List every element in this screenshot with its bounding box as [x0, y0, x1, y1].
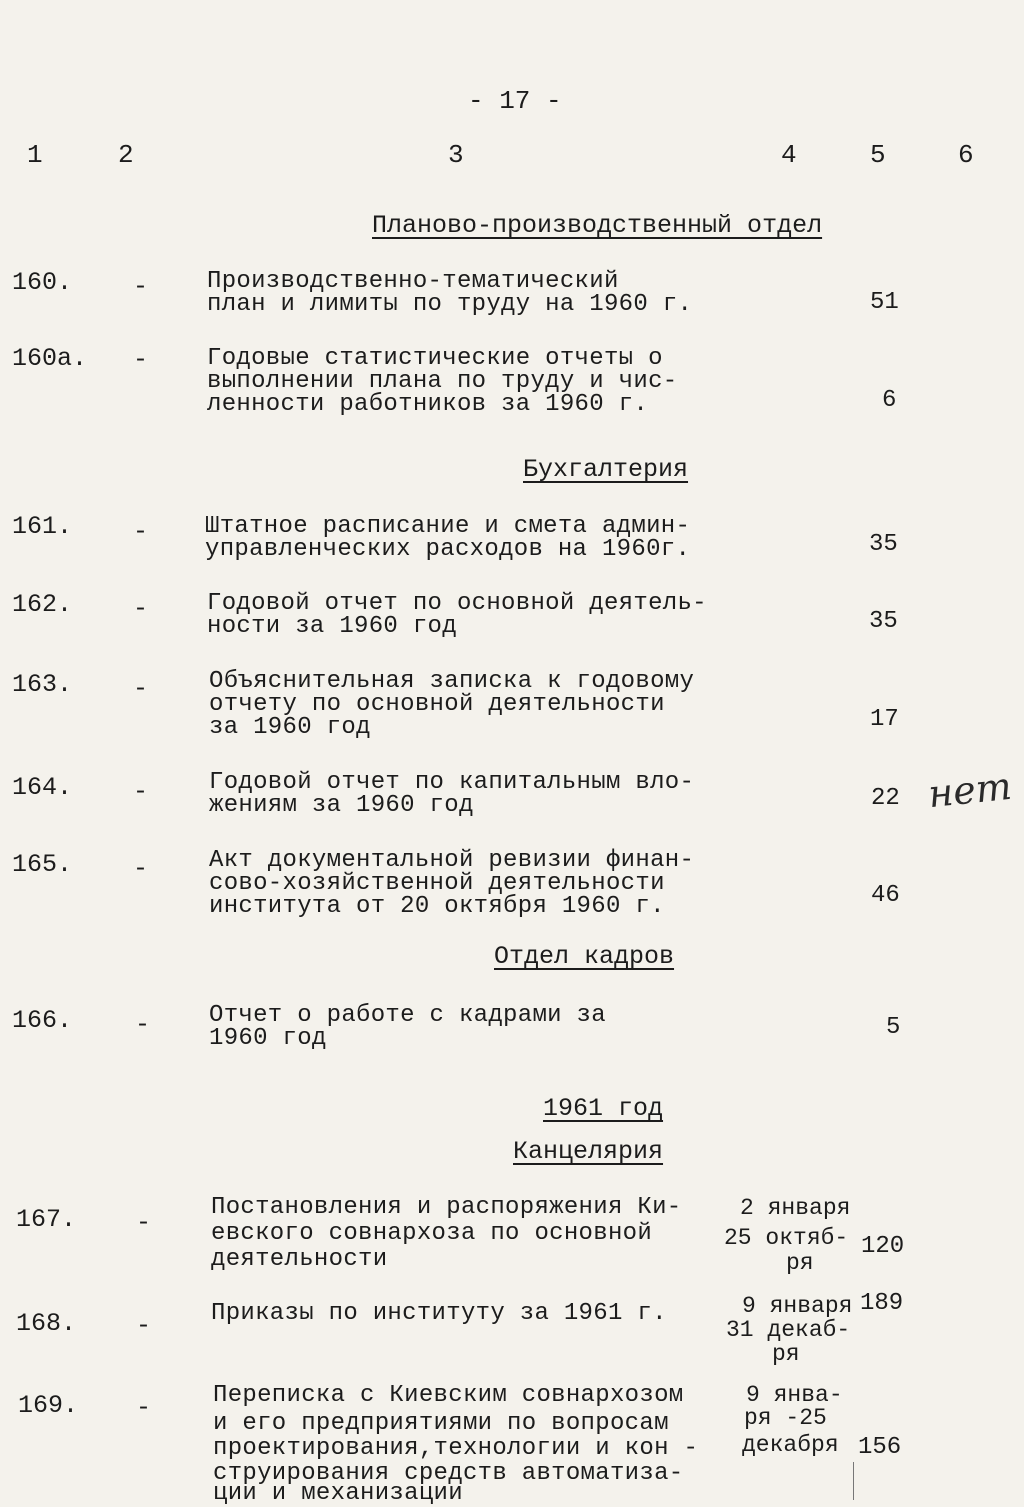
pencil-mark — [853, 1462, 854, 1500]
section-heading: Планово-производственный отдел — [372, 211, 823, 240]
entry-number: 161. — [12, 512, 73, 541]
entry-title-line: Годовой отчет по капитальным вло- — [209, 769, 695, 796]
entry-number: 166. — [12, 1006, 73, 1035]
entry-title-line: Объяснительная записка к годовому — [209, 668, 695, 695]
entry-title-line: жениям за 1960 год — [209, 792, 474, 819]
entry-dash: - — [136, 1311, 152, 1340]
entry-number: 160. — [12, 268, 73, 297]
sheet-count: 6 — [882, 387, 897, 414]
section-heading: Канцелярия — [513, 1137, 664, 1166]
entry-title-line: Переписка с Киевским совнархозом — [213, 1382, 684, 1409]
date-range-line: 2 января — [740, 1195, 851, 1221]
sheet-count: 35 — [869, 608, 898, 635]
entry-title-line: сово-хозяйственной деятельности — [209, 870, 665, 897]
entry-dash: - — [133, 345, 149, 374]
entry-number: 165. — [12, 850, 73, 879]
entry-title-line: проектирования,технологии и кон - — [213, 1435, 699, 1462]
entry-title-line: ленности работников за 1960 г. — [207, 391, 649, 418]
sheet-count: 17 — [870, 706, 899, 733]
entry-title-line: выполнении плана по труду и чис- — [207, 368, 678, 395]
entry-number: 164. — [12, 773, 73, 802]
entry-title-line: 1960 год — [209, 1025, 327, 1052]
entry-title-line: и его предприятиями по вопросам — [213, 1410, 669, 1437]
date-range-line: 9 января — [742, 1293, 853, 1319]
date-range-line: 25 октяб- — [724, 1225, 849, 1251]
entry-number: 169. — [18, 1391, 79, 1420]
entry-title-line: Производственно-тематический — [207, 268, 619, 295]
section-heading: Отдел кадров — [494, 942, 675, 971]
entry-title-line: ности за 1960 год — [207, 613, 457, 640]
sheet-count: 51 — [870, 289, 899, 316]
page-number: - 17 - — [468, 86, 562, 116]
entry-dash: - — [133, 777, 149, 806]
entry-dash: - — [133, 272, 149, 301]
entry-title-line: за 1960 год — [209, 714, 371, 741]
entry-title-line: евского совнархоза по основной — [211, 1220, 653, 1247]
entry-dash: - — [133, 594, 149, 623]
entry-dash: - — [136, 1393, 152, 1422]
column-header: 2 — [118, 140, 134, 170]
entry-dash: - — [133, 517, 149, 546]
sheet-count: 120 — [861, 1233, 905, 1260]
entry-title-line: ции и механизации — [213, 1480, 463, 1507]
entry-dash: - — [133, 674, 149, 703]
entry-number: 160а. — [12, 344, 88, 373]
date-range-line: ря -25 — [744, 1405, 827, 1431]
sheet-count: 22 — [871, 785, 900, 812]
entry-dash: - — [135, 1010, 151, 1039]
column-header: 4 — [781, 140, 797, 170]
entry-number: 168. — [16, 1309, 77, 1338]
sheet-count: 35 — [869, 531, 898, 558]
date-range-line: ря — [786, 1250, 814, 1276]
entry-title-line: Годовые статистические отчеты о — [207, 345, 663, 372]
entry-title-line: Годовой отчет по основной деятель- — [207, 590, 707, 617]
sheet-count: 5 — [886, 1014, 901, 1041]
entry-title-line: Акт документальной ревизии финан- — [209, 847, 695, 874]
date-range-line: 9 янва- — [746, 1382, 843, 1408]
entry-title-line: Отчет о работе с кадрами за — [209, 1002, 606, 1029]
entry-title-line: Штатное расписание и смета админ- — [205, 513, 691, 540]
entry-number: 167. — [16, 1205, 77, 1234]
entry-title-line: деятельности — [211, 1246, 388, 1273]
handwritten-note: нет — [925, 763, 1014, 817]
entry-title-line: управленческих расходов на 1960г. — [205, 536, 691, 563]
entry-title-line: Приказы по институту за 1961 г. — [211, 1300, 667, 1327]
date-range-line: 31 декаб- — [726, 1317, 851, 1343]
entry-dash: - — [136, 1208, 152, 1237]
column-header: 3 — [448, 140, 464, 170]
entry-title-line: института от 20 октября 1960 г. — [209, 893, 665, 920]
date-range-line: ря — [772, 1341, 800, 1367]
entry-title-line: план и лимиты по труду на 1960 г. — [207, 291, 693, 318]
column-header: 5 — [870, 140, 886, 170]
entry-number: 162. — [12, 590, 73, 619]
date-range-line: декабря — [742, 1432, 839, 1458]
entry-title-line: отчету по основной деятельности — [209, 691, 665, 718]
entry-number: 163. — [12, 670, 73, 699]
entry-title-line: струирования средств автоматиза- — [213, 1460, 684, 1487]
column-header: 1 — [27, 140, 43, 170]
entry-title-line: Постановления и распоряжения Ки- — [211, 1194, 682, 1221]
sheet-count: 189 — [860, 1290, 904, 1317]
year-heading: 1961 год — [543, 1094, 664, 1123]
sheet-count: 156 — [858, 1434, 902, 1461]
sheet-count: 46 — [871, 882, 900, 909]
entry-dash: - — [133, 854, 149, 883]
section-heading: Бухгалтерия — [523, 455, 689, 484]
column-header: 6 — [958, 140, 974, 170]
